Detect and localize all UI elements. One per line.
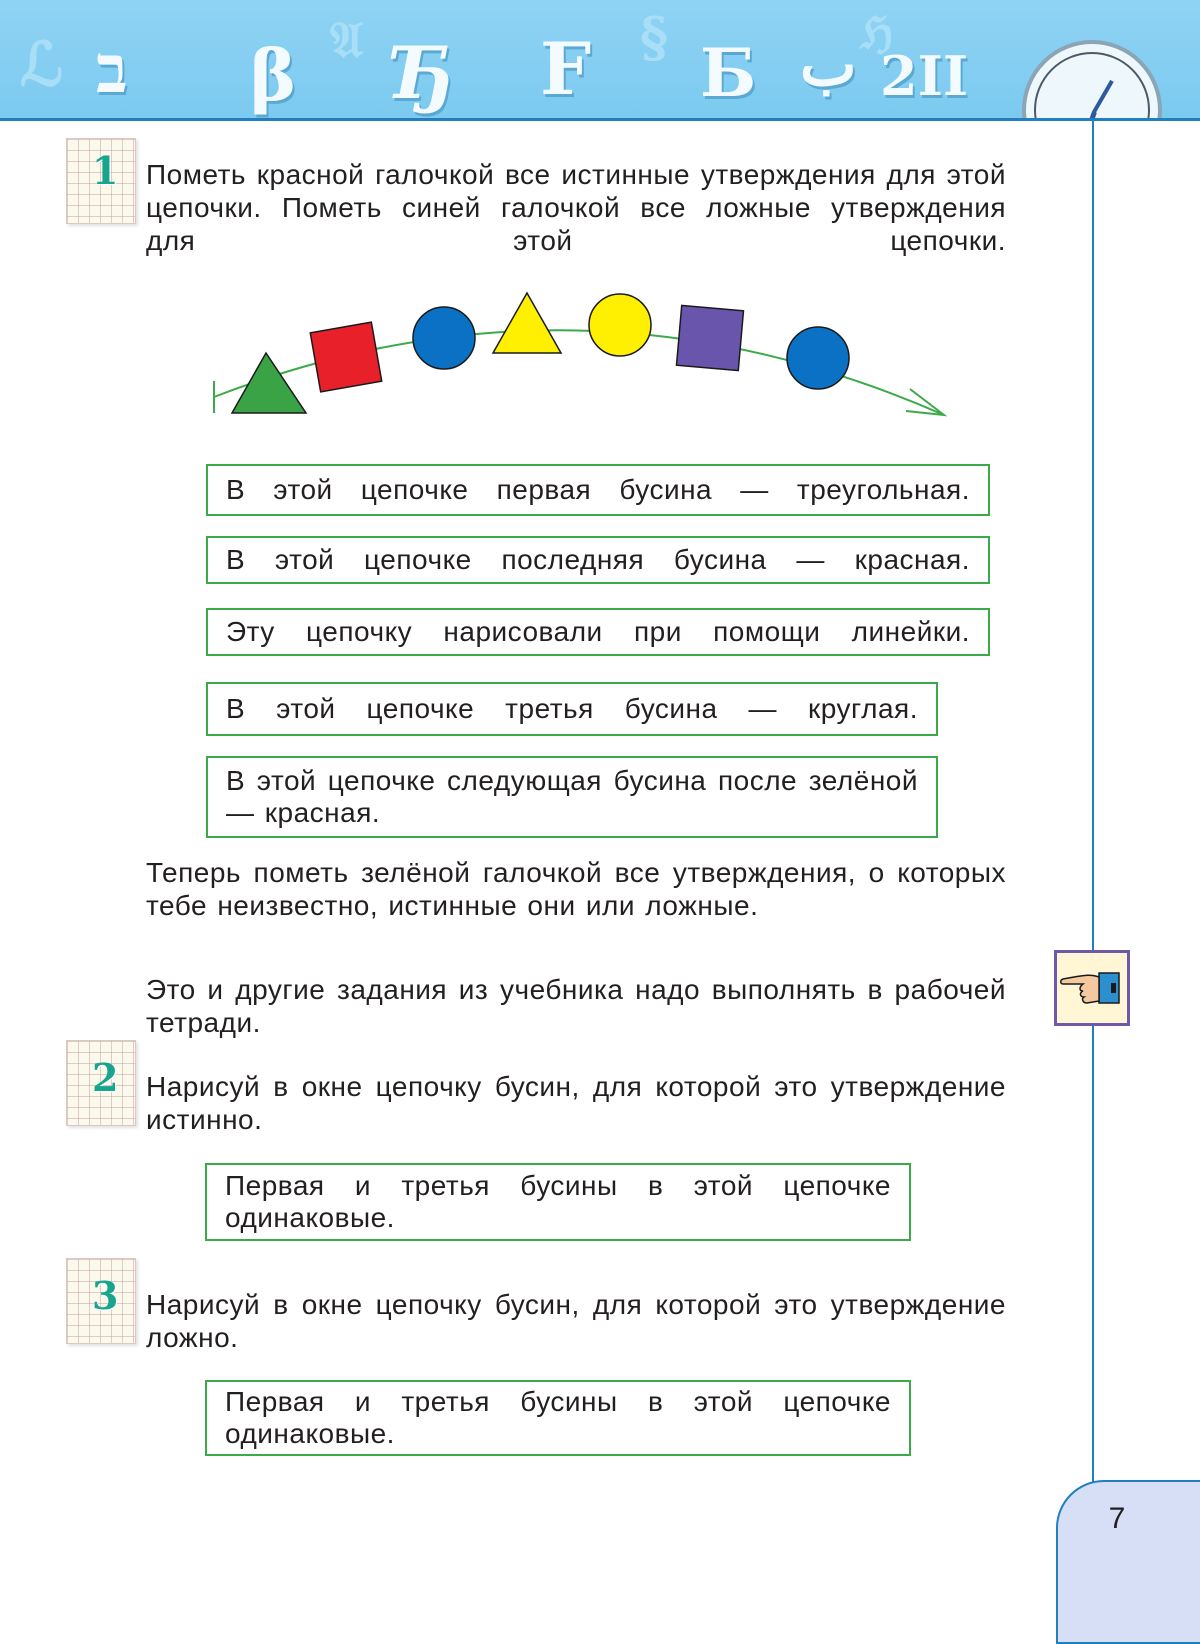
bead-6-square bbox=[677, 305, 744, 370]
margin-line bbox=[1092, 118, 1094, 1484]
header-glyph: Б bbox=[700, 34, 757, 112]
task1-followup: Теперь пометь зелёной галочкой все утверждения, о которых тебе неизвестно, истинные они или ложные. bbox=[146, 857, 1006, 921]
bead-2-square bbox=[310, 322, 381, 392]
bead-5-circle bbox=[589, 294, 651, 356]
clock-hand bbox=[1083, 111, 1097, 121]
bead-3-circle bbox=[413, 307, 475, 369]
page-number: 7 bbox=[1108, 1502, 1126, 1535]
clock-hand bbox=[1092, 80, 1113, 113]
statement-box[interactable] bbox=[206, 756, 938, 838]
statement-text: В этой цепочке последняя бусина — красная. bbox=[226, 544, 970, 575]
task1-instruction: Пометь красной галочкой все истинные утверждения для этой цепочки. Пометь синей галочкой все ложные утверждения для этой цепочки. bbox=[146, 159, 1006, 256]
decor-ghost-glyph: ℌ bbox=[860, 8, 894, 59]
header-glyph: F bbox=[540, 26, 592, 111]
bead-4-triangle bbox=[493, 293, 561, 353]
task2-instruction: Нарисуй в окне цепочку бусин, для которой это утверждение истинно. bbox=[146, 1071, 1006, 1135]
workbook-note: Это и другие задания из учебника надо выполнять в рабочей тетради. bbox=[146, 974, 1006, 1038]
header-glyph: ב bbox=[96, 30, 128, 108]
decor-ghost-glyph: § bbox=[640, 5, 669, 69]
statement-box[interactable] bbox=[206, 682, 938, 736]
clock-icon bbox=[1022, 40, 1162, 121]
statement-box[interactable] bbox=[205, 1163, 911, 1241]
task-number: 1 bbox=[92, 148, 119, 193]
header-glyph: ب bbox=[800, 30, 857, 100]
clock-face bbox=[1034, 52, 1150, 121]
statement-text: В этой цепочке следующая бусина после зелёной — красная. bbox=[226, 765, 918, 828]
statement-text: Эту цепочку нарисовали при помощи линейки. bbox=[226, 616, 970, 647]
statement-box[interactable] bbox=[205, 1380, 911, 1456]
statement-text: Первая и третья бусины в этой цепочке одинаковые. bbox=[225, 1386, 891, 1449]
statement-text: В этой цепочке третья бусина — круглая. bbox=[226, 693, 918, 724]
header-glyph: Ђ bbox=[390, 30, 455, 115]
decor-ghost-glyph: 𝔄 bbox=[330, 10, 364, 69]
pointing-hand-graphic bbox=[1057, 953, 1127, 1023]
bead-7-circle bbox=[787, 327, 849, 389]
task-number: 3 bbox=[92, 1273, 119, 1318]
statement-text: В этой цепочке первая бусина — треугольная. bbox=[226, 474, 970, 505]
statement-box[interactable] bbox=[206, 608, 990, 656]
task-number: 2 bbox=[92, 1055, 119, 1100]
statement-box[interactable] bbox=[206, 464, 990, 516]
decor-ghost-glyph: ℒ bbox=[20, 30, 64, 100]
bead-chain-figure bbox=[200, 285, 960, 425]
header-glyph: 2II bbox=[880, 44, 969, 108]
header-glyph: β bbox=[250, 34, 297, 117]
bead-1-triangle bbox=[232, 353, 306, 413]
statement-box[interactable] bbox=[206, 536, 990, 584]
header-banner bbox=[0, 0, 1200, 121]
statement-text: Первая и третья бусины в этой цепочке одинаковые. bbox=[225, 1170, 891, 1233]
task3-instruction: Нарисуй в окне цепочку бусин, для которой это утверждение ложно. bbox=[146, 1289, 1006, 1353]
pointing-hand-icon bbox=[1054, 950, 1130, 1026]
